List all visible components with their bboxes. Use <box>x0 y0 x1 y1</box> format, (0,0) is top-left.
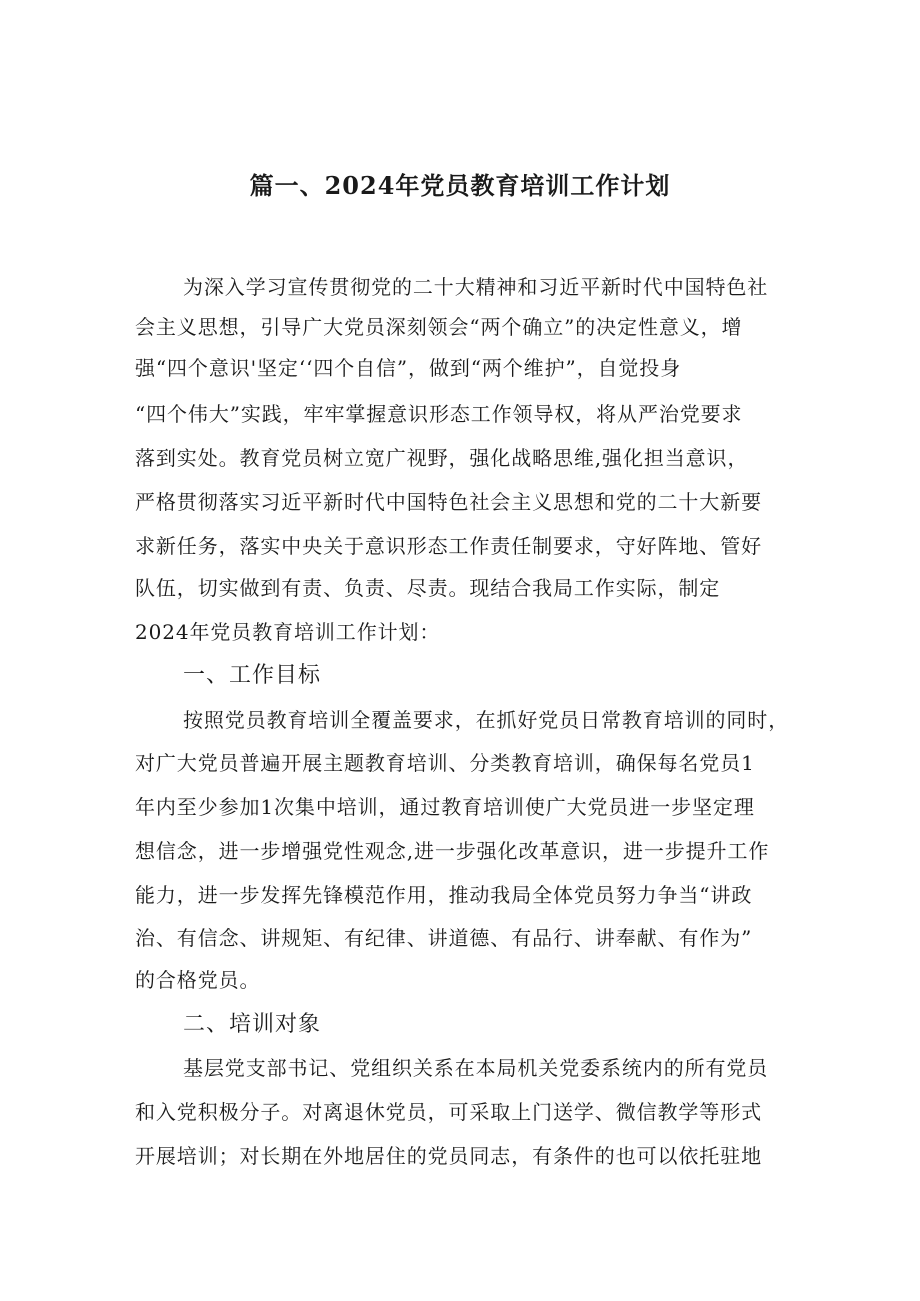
paragraph-line: 严格贯彻落实习近平新时代中国特色社会主义思想和党的二十大新要 <box>135 490 762 514</box>
paragraph-line: 开展培训；对长期在外地居住的党员同志，有条件的也可以依托驻地 <box>135 1144 762 1168</box>
section-heading-targets: 二、培训对象 <box>183 1012 322 1037</box>
paragraph-line: 为深入学习宣传贯彻党的二十大精神和习近平新时代中国特色社 <box>183 275 769 299</box>
paragraph-line: 年内至少参加1次集中培训，通过教育培训使广大党员进一步坚定理 <box>135 795 755 819</box>
paragraph-line: 落到实处。教育党员树立宽广视野，强化战略思维,强化担当意识， <box>135 446 749 470</box>
paragraph-line: 求新任务，落实中央关于意识形态工作责任制要求，守好阵地、管好 <box>135 534 762 558</box>
paragraph-line: 2024年党员教育培训工作计划： <box>135 620 441 644</box>
document-title: 篇一、2024年党员教育培训工作计划 <box>249 171 671 200</box>
paragraph-line: 对广大党员普遍开展主题教育培训、分类教育培训，确保每名党员1 <box>135 751 755 775</box>
paragraph-line: 和入党积极分子。对离退休党员，可采取上门送学、微信教学等形式 <box>135 1100 762 1124</box>
paragraph-line: 想信念，进一步增强党性观念,进一步强化改革意识，进一步提升工作 <box>135 839 770 863</box>
paragraph-line: 按照党员教育培训全覆盖要求，在抓好党员日常教育培训的同时， <box>183 708 790 732</box>
paragraph-line: 基层党支部书记、党组织关系在本局机关党委系统内的所有党员 <box>183 1056 769 1080</box>
paragraph-line: 治、有信念、讲规矩、有纪律、讲道德、有品行、讲奉献、有作为” <box>135 926 753 950</box>
paragraph-line: 会主义思想，引导广大党员深刻领会“两个确立”的决定性意义，增 <box>135 315 743 339</box>
paragraph-line: 强“四个意识'坚定‘‘四个自信”，做到“两个维护”，自觉投身 <box>135 356 682 380</box>
paragraph-line: 队伍，切实做到有责、负责、尽责。现结合我局工作实际，制定 <box>135 576 721 600</box>
paragraph-line: “四个伟大”实践，牢牢掌握意识形态工作领导权，将从严治党要求 <box>135 402 743 426</box>
paragraph-line: 能力，进一步发挥先锋模范作用，推动我局全体党员努力争当“讲政 <box>135 883 753 907</box>
paragraph-line: 的合格党员。 <box>135 968 261 992</box>
section-heading-goals: 一、工作目标 <box>183 663 322 688</box>
